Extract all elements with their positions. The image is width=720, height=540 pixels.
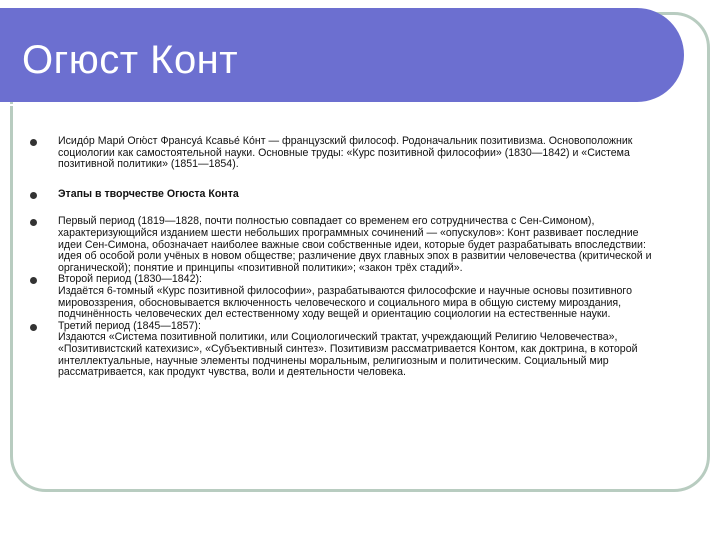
title-bar xyxy=(0,8,684,102)
period-1-text: Первый период (1819—1828, почти полностью совпадает со временем его сотрудничества с Сен-Симоном), характеризующийся изданием шести небольших программных сочинений — «опускулов»: Конт развивает последние идеи Сен-Симона, обозначает наиболее важные свои собственные идеи, которые будет разрабатывать впоследствии: идея об особой роли учёных в новом обществе; различение двух главных эпох в развитии человечества (критической и органической); понятие и принципы «позитивной политики»; «закон трёх стадий». xyxy=(58,215,652,274)
period-2-heading: Второй период (1830—1842): xyxy=(58,273,202,286)
bullet-item-period-1 xyxy=(58,216,658,274)
period-3-heading: Третий период (1845—1857): xyxy=(58,319,201,332)
slide-title: Огюст Конт xyxy=(22,38,239,82)
bullet-item-intro xyxy=(58,136,658,171)
title-underline xyxy=(0,104,640,106)
intro-text: Исидо́р Мари́ Огю́ст Франсуа́ Ксавье́ Ко́нт — французский философ. Родоначальник позитивизма. Основоположник социологии как самостоятельной науки. Основные труды: «Курс позитивной философии» (1830—1842) и «Система позитивной политики» (1851—1854). xyxy=(58,135,633,171)
slide-content xyxy=(58,136,658,379)
period-3-text: Издаются «Система позитивной политики, или Социологический трактат, учреждающий Религию Человечества», «Позитивистский катехизис», «Субъективный синтез». Позитивизм рассматривается Контом, как доктрина, в которой интеллектуальные, научные элементы подчинены моральным, религиозным и политическим. Социальный мир рассматривается, как продукт чувства, воли и деятельности человека. xyxy=(58,331,638,379)
period-2-text: Издаётся 6-томный «Курс позитивной философии», разрабатываются философские и научные основы позитивного мировоззрения, обосновывается включенность человеческого и социального мира в общую систему мироздания, подчинённость человеческих дел естественному ходу вещей и ориентацию социологии на естественные науки. xyxy=(58,284,632,321)
bullet-item-stages-heading xyxy=(58,189,658,201)
stages-heading: Этапы в творчестве Огюста Конта xyxy=(58,187,239,200)
bullet-item-period-3 xyxy=(58,321,658,379)
bullet-dot xyxy=(30,139,37,146)
bullet-dot xyxy=(30,324,37,331)
bullet-item-period-2 xyxy=(58,274,658,320)
bullet-dot xyxy=(30,192,37,199)
